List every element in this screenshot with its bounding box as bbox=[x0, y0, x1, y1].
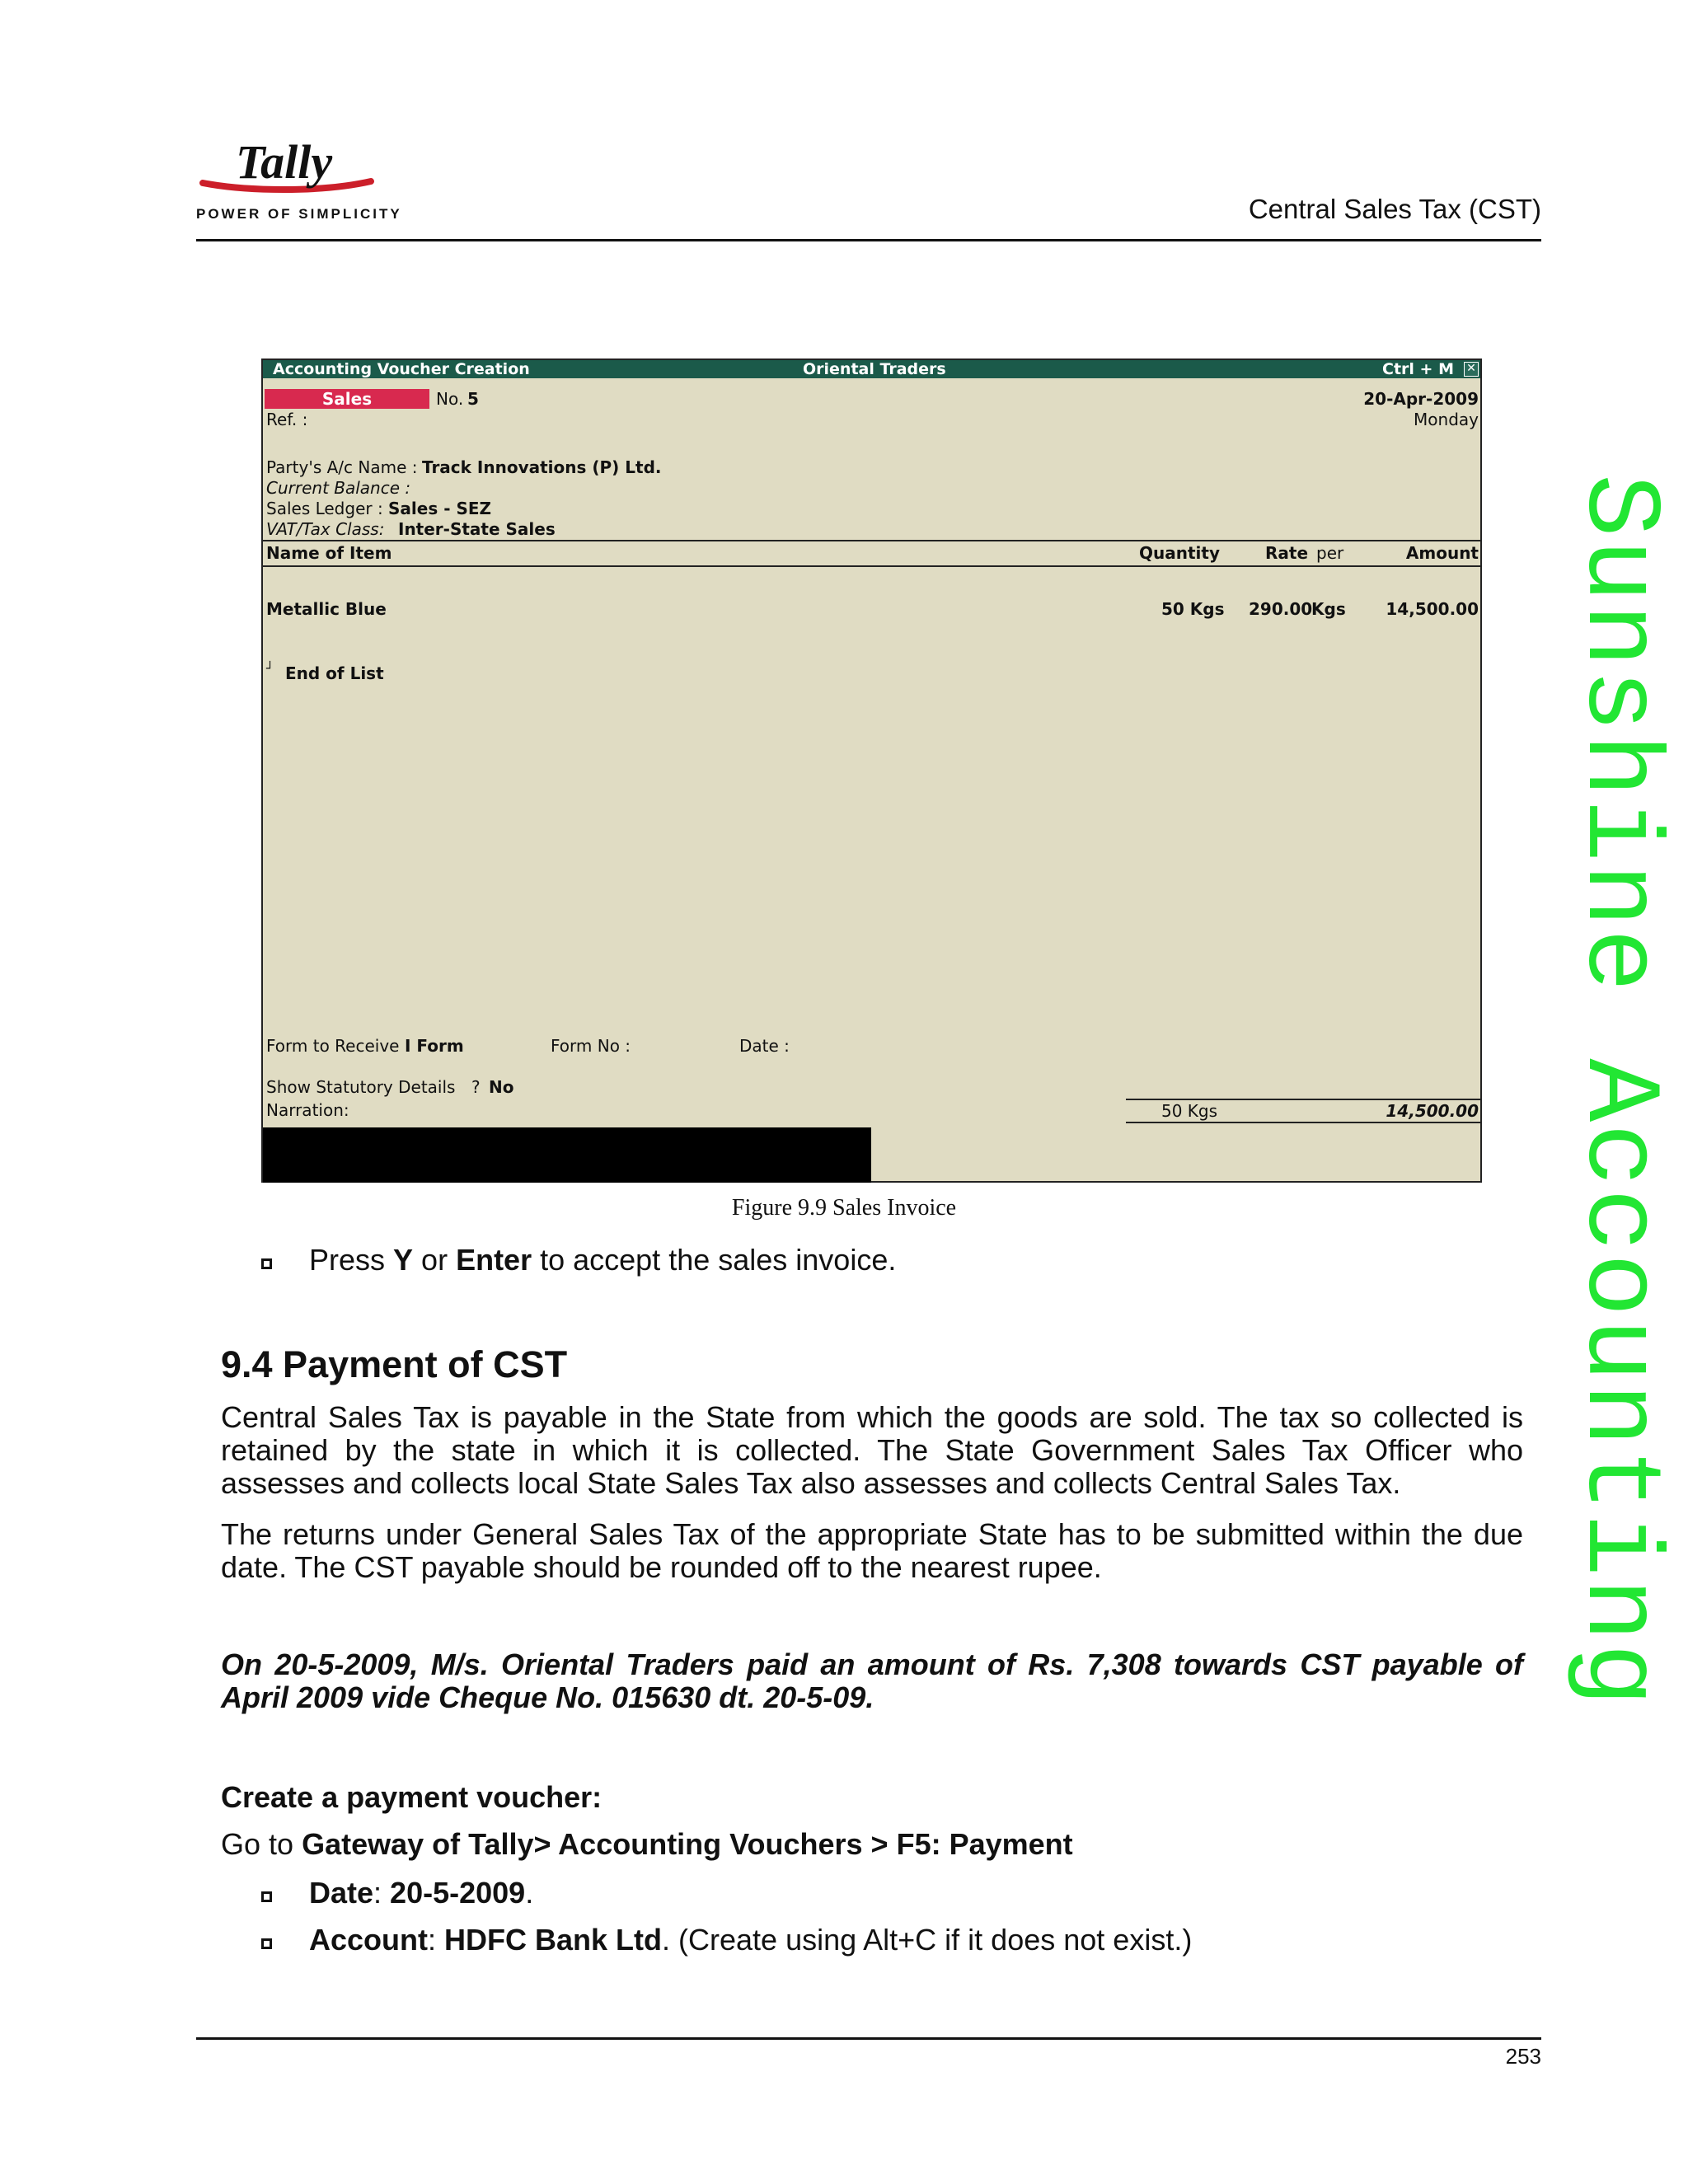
tally-voucher-screenshot bbox=[261, 359, 1482, 1183]
item-amount: 14,500.00 bbox=[1386, 599, 1479, 619]
total-rule-bottom bbox=[1126, 1122, 1482, 1123]
logo-text: Tally bbox=[236, 135, 333, 189]
col-header-rate: Rate bbox=[1265, 543, 1309, 563]
paragraph-returns: The returns under General Sales Tax of the appropriate State has to be submitted within the due date. The CST payable should be rounded off to the nearest rupee. bbox=[221, 1517, 1523, 1584]
statutory-label: Show Statutory Details bbox=[266, 1077, 456, 1097]
voucher-no: 5 bbox=[467, 389, 479, 409]
screen-title-shortcut: Ctrl + M bbox=[1382, 360, 1454, 378]
form-to-receive-label: Form to Receive : bbox=[266, 1036, 410, 1056]
total-rule-top bbox=[1126, 1099, 1482, 1100]
sales-ledger-label: Sales Ledger : bbox=[266, 499, 383, 518]
party-label: Party's A/c Name : bbox=[266, 457, 418, 477]
bullet-icon bbox=[261, 1258, 272, 1269]
bullet-icon bbox=[261, 1891, 272, 1902]
vat-class-label: VAT/Tax Class: bbox=[266, 519, 385, 539]
sales-ledger-value: Sales - SEZ bbox=[388, 499, 492, 518]
watermark-text: Sunshine Accounting bbox=[1558, 474, 1677, 1708]
statutory-question: ? bbox=[471, 1077, 481, 1097]
col-header-amount: Amount bbox=[1405, 543, 1479, 563]
table-top-rule bbox=[263, 540, 1480, 541]
bullet-date: Date: 20-5-2009. bbox=[309, 1876, 534, 1910]
item-quantity: 50 Kgs bbox=[1161, 599, 1225, 619]
bullet-account: Account: HDFC Bank Ltd. (Create using Alt+C if it does not exist.) bbox=[309, 1923, 1193, 1957]
ref-label: Ref. : bbox=[266, 410, 308, 429]
screen-title-company: Oriental Traders bbox=[803, 360, 946, 378]
screen-title-bar bbox=[263, 360, 1480, 378]
total-quantity: 50 Kgs bbox=[1161, 1101, 1218, 1121]
voucher-type-badge: Sales bbox=[265, 389, 429, 409]
table-header-rule bbox=[263, 565, 1480, 567]
party-value: Track Innovations (P) Ltd. bbox=[422, 457, 662, 477]
goto-path: Go to Gateway of Tally> Accounting Vouchers > F5: Payment bbox=[221, 1827, 1073, 1861]
voucher-no-label: No. bbox=[436, 389, 464, 409]
narration-input[interactable] bbox=[263, 1127, 871, 1183]
header-rule bbox=[196, 239, 1541, 241]
page-number: 253 bbox=[1505, 2044, 1541, 2069]
current-balance-label: Current Balance : bbox=[266, 478, 411, 498]
example-transaction: On 20-5-2009, M/s. Oriental Traders paid an amount of Rs. 7,308 towards CST payable of April 2009 vide Cheque No. 015630 dt. 20-5-09. bbox=[221, 1647, 1523, 1714]
tally-logo-mark bbox=[196, 132, 394, 206]
vat-class-value: Inter-State Sales bbox=[398, 519, 556, 539]
item-name: Metallic Blue bbox=[266, 599, 387, 619]
total-amount: 14,500.00 bbox=[1386, 1101, 1479, 1121]
narration-label: Narration: bbox=[266, 1100, 349, 1120]
paragraph-cst-payable: Central Sales Tax is payable in the State from which the goods are sold. The tax so collected is retained by the state in which it is collected. The State Government Sales Tax Officer who assesses and collects local State Sales Tax also assesses and collects Central Sales Tax. bbox=[221, 1400, 1523, 1500]
footer-rule bbox=[196, 2037, 1541, 2040]
col-header-per: per bbox=[1316, 543, 1344, 563]
section-title: Central Sales Tax (CST) bbox=[1248, 194, 1541, 224]
bullet-icon bbox=[261, 1938, 272, 1949]
screen-title-left: Accounting Voucher Creation bbox=[273, 360, 530, 378]
item-rate: 290.00 bbox=[1249, 599, 1313, 619]
close-icon[interactable]: ✕ bbox=[1464, 362, 1479, 377]
end-of-list-marker: ┘ bbox=[266, 661, 274, 676]
item-per: Kgs bbox=[1311, 599, 1346, 619]
end-of-list[interactable]: End of List bbox=[285, 663, 384, 683]
voucher-day: Monday bbox=[1414, 410, 1479, 429]
bullet-accept-invoice: Press Y or Enter to accept the sales invoice. bbox=[309, 1243, 897, 1277]
form-date-label: Date : bbox=[739, 1036, 790, 1056]
figure-caption: Figure 9.9 Sales Invoice bbox=[731, 1195, 957, 1221]
col-header-quantity: Quantity bbox=[1139, 543, 1220, 563]
voucher-date: 20-Apr-2009 bbox=[1363, 389, 1479, 409]
form-to-receive-value[interactable]: I Form bbox=[405, 1036, 464, 1056]
form-no-label: Form No : bbox=[551, 1036, 631, 1056]
logo-tagline: POWER OF SIMPLICITY bbox=[196, 206, 402, 222]
col-header-item: Name of Item bbox=[266, 543, 392, 563]
statutory-value[interactable]: No bbox=[489, 1077, 514, 1097]
create-voucher-heading: Create a payment voucher: bbox=[221, 1780, 603, 1814]
section-heading: 9.4 Payment of CST bbox=[221, 1343, 568, 1385]
